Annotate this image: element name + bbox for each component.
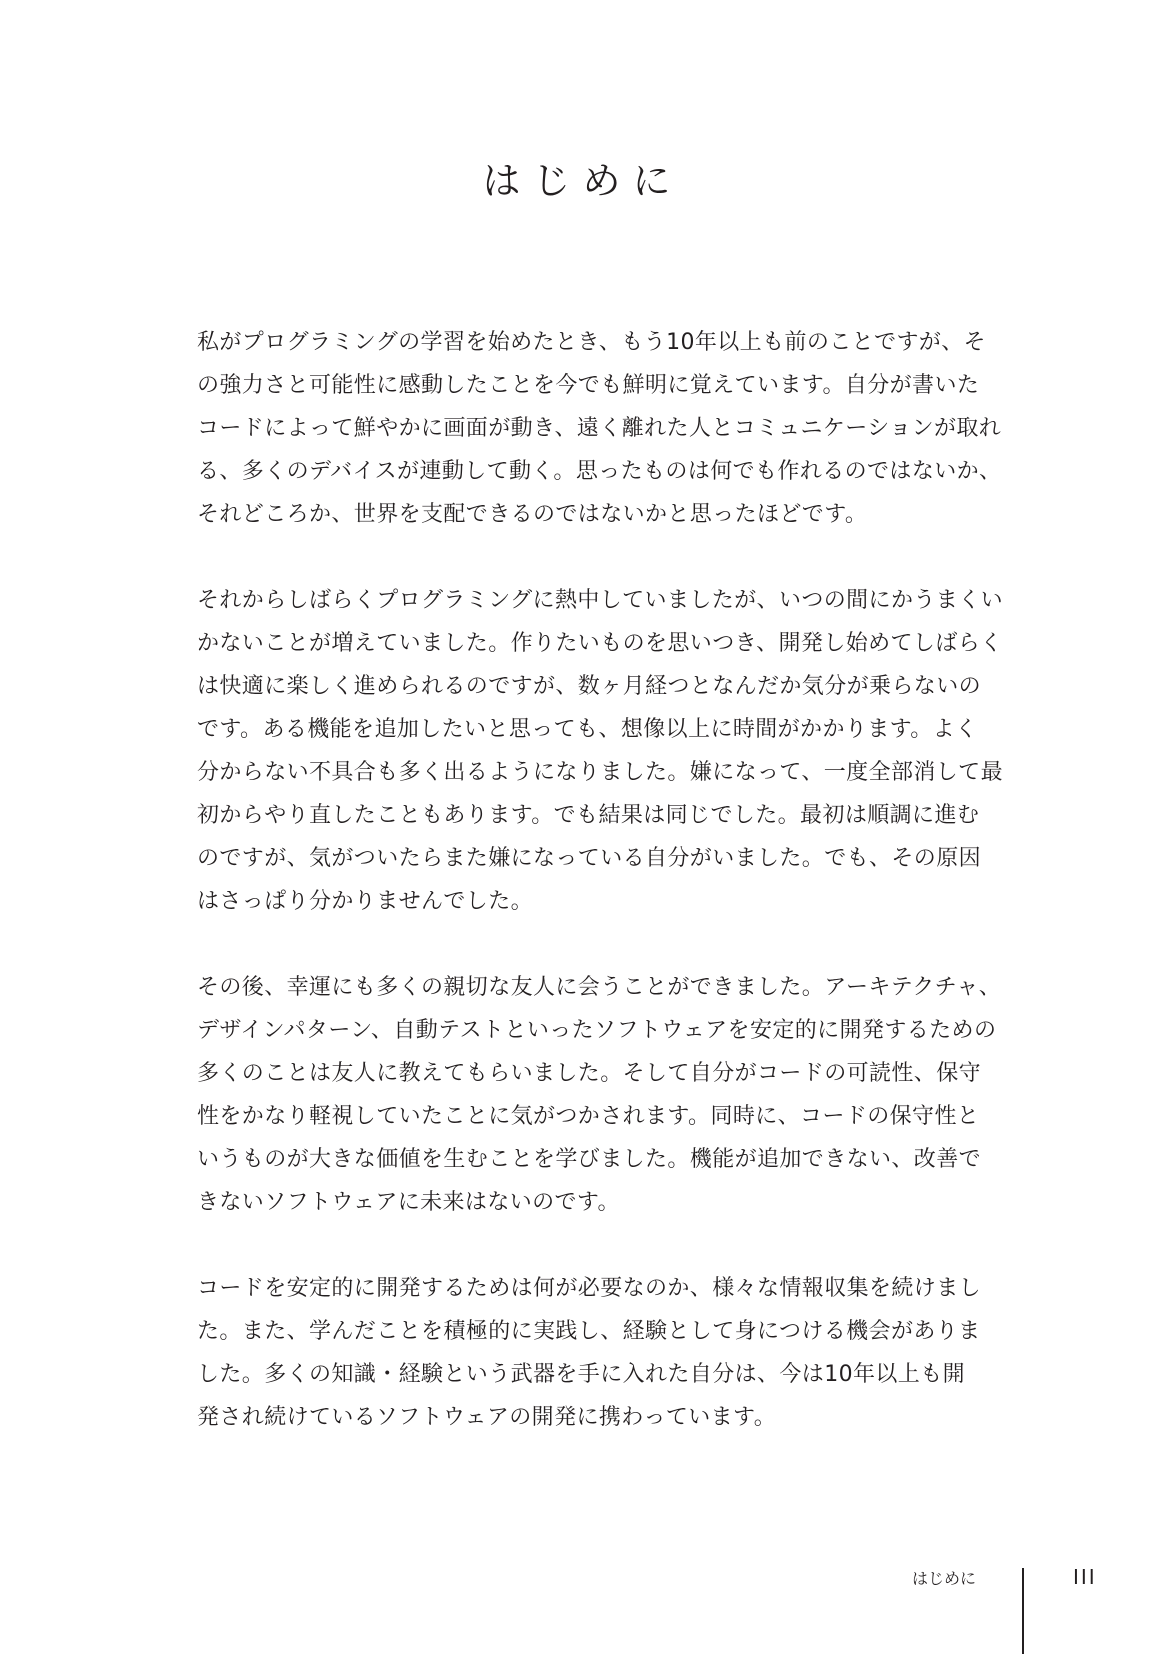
paragraph-line: それからしばらくプログラミングに熱中していましたが、いつの間にかうまくい: [197, 588, 1003, 613]
paragraph-line: はさっぱり分かりませんでした。: [197, 889, 534, 914]
paragraph-line: です。ある機能を追加したいと思っても、想像以上に時間がかかります。よく: [197, 717, 978, 742]
paragraph-1: [197, 321, 1025, 536]
page-title: はじめに: [482, 159, 683, 203]
paragraph-line: 多くのことは友人に教えてもらいました。そして自分がコードの可読性、保守: [197, 1061, 982, 1086]
paragraph-line: コードによって鮮やかに画面が動き、遠く離れた人とコミュニケーションが取れ: [197, 416, 1002, 441]
paragraph-line: 初からやり直したこともあります。でも結果は同じでした。最初は順調に進む: [197, 803, 980, 828]
paragraph-line: のですが、気がついたらまた嫌になっている自分がいました。でも、その原因: [197, 846, 982, 871]
paragraph-line: きないソフトウェアに未来はないのです。: [197, 1190, 620, 1215]
paragraph-line: した。多くの知識・経験という武器を手に入れた自分は、今は10年以上も開: [197, 1362, 965, 1387]
paragraph-line: 私がプログラミングの学習を始めたとき、もう10年以上も前のことですが、そ: [197, 330, 987, 355]
body-text: [197, 321, 1025, 1482]
page-number: III: [1073, 1565, 1097, 1589]
footer-divider: [1022, 1568, 1024, 1654]
paragraph-2: [197, 579, 1025, 923]
footer-section-label: はじめに: [912, 1569, 977, 1588]
paragraph-3: [197, 966, 1025, 1224]
paragraph-line: いうものが大きな価値を生むことを学びました。機能が追加できない、改善で: [197, 1147, 982, 1172]
paragraph-line: かないことが増えていました。作りたいものを思いつき、開発し始めてしばらく: [197, 631, 1003, 656]
paragraph-line: る、多くのデバイスが連動して動く。思ったものは何でも作れるのではないか、: [197, 459, 1002, 484]
paragraph-line: その後、幸運にも多くの親切な友人に会うことができました。アーキテクチャ、: [197, 975, 1002, 1000]
paragraph-line: 分からない不具合も多く出るようになりました。嫌になって、一度全部消して最: [197, 760, 1003, 785]
paragraph-line: それどころか、世界を支配できるのではないかと思ったほどです。: [197, 502, 868, 527]
paragraph-line: の強力さと可能性に感動したことを今でも鮮明に覚えています。自分が書いた: [197, 373, 980, 398]
paragraph-line: 発され続けているソフトウェアの開発に携わっています。: [197, 1405, 777, 1430]
paragraph-line: た。また、学んだことを積極的に実践し、経験として身につける機会がありま: [197, 1319, 981, 1344]
paragraph-line: は快適に楽しく進められるのですが、数ヶ月経つとなんだか気分が乗らないの: [197, 674, 982, 699]
paragraph-line: 性をかなり軽視していたことに気がつかされます。同時に、コードの保守性と: [197, 1104, 980, 1129]
paragraph-line: コードを安定的に開発するためは何が必要なのか、様々な情報収集を続けまし: [197, 1276, 982, 1301]
paragraph-4: [197, 1267, 1025, 1439]
paragraph-line: デザインパターン、自動テストといったソフトウェアを安定的に開発するための: [197, 1018, 997, 1043]
